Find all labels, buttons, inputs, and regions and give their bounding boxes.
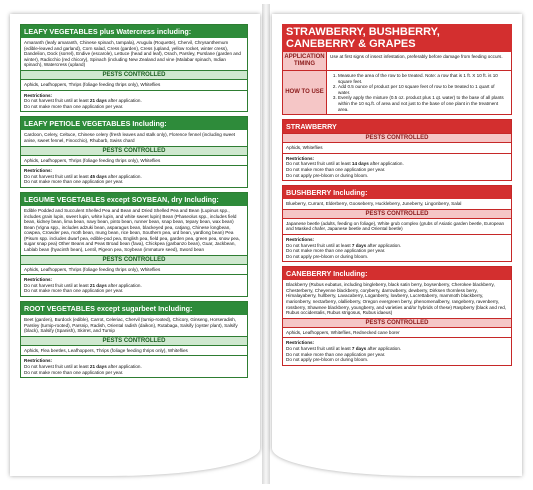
- right-content: [282, 24, 512, 370]
- crop-list: Beet (garden), Burdock (edible), Carrot, Celeriac, Chervil (turnip-rooted), Chicory, Ginseng, Horseradish, Parsley (turnip-rooted), Parsnip, Radish, Oriental radish (daikon), Rutabaga, Salsify (oyster plant), Salsify (black), Salsify (Spanish), Skirret, and Turnip: [24, 317, 238, 334]
- left-content: [20, 24, 248, 382]
- restriction-text: after application.: [106, 173, 142, 179]
- crop-list: Cardoon, Celery, Celtuce, Chinese celery (fresh leaves and stalk only), Florence fennel (including sweet anise, sweet fennel, Finocchio), Rhubarb, Swiss chard: [24, 132, 236, 143]
- restrictions: [283, 154, 511, 180]
- restrictions: [21, 91, 247, 112]
- left-page: [10, 14, 260, 476]
- restriction-text: Do not harvest fruit until at least: [286, 161, 352, 167]
- pests-heading: PESTS CONTROLLED: [21, 146, 247, 156]
- restriction-days: 21 days: [89, 364, 107, 369]
- restriction-text: Do not make more than one application per year.: [24, 369, 124, 375]
- restriction-text: after application.: [366, 242, 402, 248]
- leafy-vegetables-section: [20, 24, 248, 112]
- pests-heading: PESTS CONTROLLED: [21, 70, 247, 80]
- pests-heading: PESTS CONTROLLED: [21, 255, 247, 265]
- howto-step: 2. Add 0.5 ounce of product per 10 square feet of row to be treated to 1 quart of water.: [338, 84, 508, 95]
- pests-heading: PESTS CONTROLLED: [21, 336, 247, 346]
- restriction-days: 45 days: [89, 173, 107, 179]
- restrictions: [283, 235, 511, 261]
- pests-list: Aphids, Flea beetles, Leafhoppers, Thrips (foliage feeding thrips only), Whiteflies: [21, 346, 247, 357]
- restrictions: [21, 166, 247, 187]
- pests-heading: PESTS CONTROLLED: [283, 133, 511, 143]
- restrictions-heading: Restrictions:: [24, 168, 53, 174]
- restriction-text: Do not make more than one application per year.: [24, 288, 124, 294]
- pests-list: Aphids, Leafhoppers, Thrips (foliage feeding thrips only), Whiteflies: [21, 156, 247, 167]
- pests-heading: PESTS CONTROLLED: [283, 318, 511, 328]
- restriction-text: Do not apply pre-bloom or during bloom.: [286, 172, 369, 178]
- restrictions-heading: Restrictions:: [24, 92, 53, 98]
- restriction-text: Do not harvest fruit until at least: [24, 364, 90, 369]
- restriction-text: Do not harvest fruit until at least: [24, 98, 90, 104]
- restriction-text: Do not apply pre-bloom or during bloom.: [286, 253, 369, 259]
- strawberry-section: [282, 119, 512, 181]
- restrictions: [21, 356, 247, 377]
- right-page: [272, 14, 522, 476]
- timing-text: Use at first signs of insect infestation, preferably before damage from feeding occurs.: [327, 52, 511, 71]
- pests-list: Aphids, Whiteflies: [283, 143, 511, 154]
- restriction-text: after application.: [106, 364, 142, 369]
- pests-list: Aphids, Leafhoppers, Thrips (foliage feeding thrips only), Whiteflies: [21, 265, 247, 276]
- timing-label: APPLICATION TIMING: [283, 52, 327, 71]
- section-title: BUSHBERRY Including:: [283, 186, 511, 199]
- pests-list: Japanese beetle (adults, feeding on foliage), White grub complex (grubs of Asiatic garden beetle, European and Masked chafer, Japanese beetle and Oriental beetle): [283, 219, 511, 235]
- caneberry-section: [282, 266, 512, 366]
- root-vegetables-section: [20, 301, 248, 378]
- restriction-text: Do not harvest fruit until at least: [286, 346, 352, 352]
- restriction-text: Do not harvest fruit until at least: [286, 242, 352, 248]
- pests-heading: PESTS CONTROLLED: [283, 209, 511, 219]
- restriction-text: after application.: [368, 161, 404, 167]
- howto-step: 3. Evenly apply the mixture (0.5 oz. product plus 1 qt. water) to the base of all plants within the 10 sq.ft. of area and not just to the base of one plant in the treatment area.: [338, 95, 508, 112]
- section-title: LEAFY PETIOLE VEGETABLES Including:: [21, 117, 247, 130]
- howto-step: 1. Measure the area of the row to be treated. Note: a row that is 1 ft. X 10 ft. is 10 square feet.: [338, 73, 508, 84]
- section-title: ROOT VEGETABLES except sugarbeet Including:: [21, 302, 247, 315]
- restrictions-heading: Restrictions:: [286, 236, 315, 242]
- section-title: LEGUME VEGETABLES except SOYBEAN, dry Including:: [21, 193, 247, 206]
- crop-list: Blueberry, Currant, Elderberry, Gooseberry, Huckleberry, Juneberry, Lingonberry, Salal: [286, 201, 462, 207]
- restriction-text: Do not make more than one application per year.: [286, 248, 386, 254]
- page-fold: [262, 4, 270, 484]
- crop-list: Amaranth (leafy amaranth, Chinese spinach, tampala), Arugula (Roquette), Chervil, Chrysanthemum (edible-leaved and garland), Corn salad, Cress (garden), Cress (upland, yellow rocket, winter cress), Dandelion, Dock (sorrel), Endive (escarole), Lettuce (head and leaf), Orach, Parsley, Purslane (garden and winter), Radicchio (red chicory), Spinach (including New Zealand and vine (Malabar spinach, Indian spinach), Watercress (upland): [24, 40, 241, 68]
- restriction-text: Do not make more than one application per year.: [286, 166, 386, 172]
- restriction-days: 21 days: [89, 282, 107, 288]
- restrictions-heading: Restrictions:: [286, 340, 315, 346]
- restriction-text: after application.: [106, 98, 142, 104]
- howto-steps: [327, 71, 511, 114]
- section-title: LEAFY VEGETABLES plus Watercress including:: [21, 25, 247, 38]
- restrictions-heading: Restrictions:: [24, 358, 53, 364]
- pests-list: Aphids, Leafhoppers, Thrips (foliage feeding thrips only), Whiteflies: [21, 80, 247, 91]
- restriction-text: Do not make more than one application per year.: [286, 351, 386, 357]
- restriction-text: after application.: [106, 282, 142, 288]
- legume-vegetables-section: [20, 192, 248, 297]
- restriction-text: Do not make more than one application per year.: [24, 179, 124, 185]
- restriction-days: 14 days: [351, 161, 369, 167]
- restriction-text: Do not make more than one application per year.: [24, 103, 124, 109]
- pests-list: Aphids, Leafhoppers, Whiteflies, Rednecked cane borer: [283, 328, 511, 339]
- section-title: CANEBERRY Including:: [283, 267, 511, 280]
- restriction-text: Do not harvest fruit until at least: [24, 282, 90, 288]
- main-title: STRAWBERRY, BUSHBERRY, CANEBERRY & GRAPES: [282, 24, 512, 52]
- restrictions-heading: Restrictions:: [286, 155, 315, 161]
- restriction-text: Do not harvest fruit until at least: [24, 173, 90, 179]
- leafy-petiole-section: [20, 116, 248, 188]
- application-table: [282, 52, 512, 115]
- crop-list: Edible Podded and Succulent Shelled Pea and Bean and Dried Shelled Pea and Bean (Lupinus spp., includes grain lupin, sweet lupin, white lupin, and white sweet lupin) Bean (Phaseolus spp., includes field bean, kidney bean, lima bean, navy bean, pinto bean, runner bean, snap bean, tepary bean, wax bean) Bean (Vigna spp., includes adzuki bean, asparagus bean, blackeyed pea, catjang, Chinese longbean, cowpea, Crowder pea, moth bean, mung bean, rice bean, Southern pea, urd bean, yardlong bean) Pea (Pisum spp. includes dwarf pea, edible-pod pea, English pea, field pea, garden pea, green pea, snow pea, sugar snap pea) Other Beans and Peas Broad bean (fava), Chickpea (garbanzo bean), Guar, Jackbean, Lablab bean (hyacinth bean), Lentil, Pigeon pea, Soybean (immature seed), Sword bean: [24, 207, 240, 253]
- crop-list: Blackberry (Rubus eubatus, including bingleberry, black satin berry, boysenberry, Cherokee blackberry, Chesterberry, Cheyenne blackberry, coryberry, darrowberry, dewberry, Dirksen thornless berry, Himalayaberry, hullberry, Lavacaberry, Loganberry, lowberry, Lucrettaberry, mammoth blackberry, marionberry, nectarberry, olallieberry, Oregon evergreen berry, phenomenalberry, rangeberry, ravenberry, rossberry, Shawnee blackberry, youngberry, and varieties and/or hybrids of these) Raspberry (black and red, Rubus occidentalis, Rubus strigosus, Rubus idaeus): [286, 282, 507, 316]
- restrictions-heading: Restrictions:: [24, 277, 53, 283]
- section-title: STRAWBERRY: [283, 120, 511, 133]
- restriction-text: after application.: [366, 346, 402, 352]
- howto-label: HOW TO USE: [283, 71, 327, 114]
- restriction-days: 7 days: [351, 242, 367, 248]
- restrictions: [21, 275, 247, 296]
- bushberry-section: [282, 185, 512, 262]
- restriction-days: 21 days: [89, 98, 107, 104]
- restrictions: [283, 338, 511, 364]
- restriction-days: 7 days: [351, 346, 367, 352]
- restriction-text: Do not apply pre-bloom or during bloom.: [286, 357, 369, 363]
